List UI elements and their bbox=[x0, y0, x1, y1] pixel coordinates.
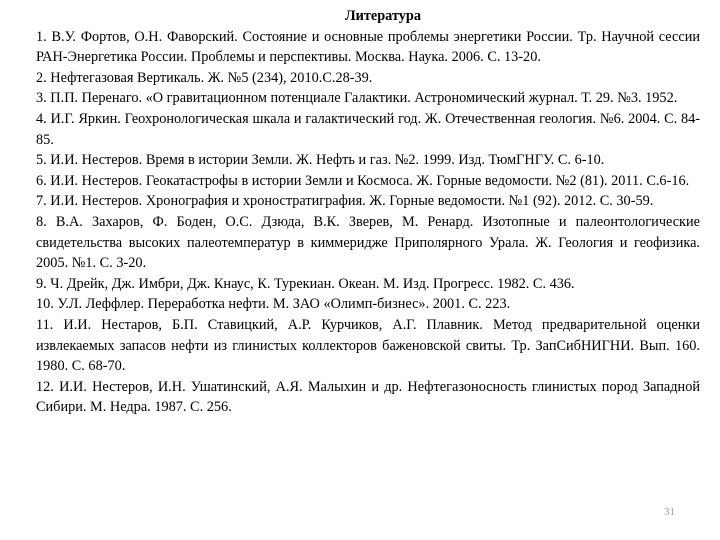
reference-item: 7. И.И. Нестеров. Хронография и хроностратиграфия. Ж. Горные ведомости. №1 (92). 2012. С. 30-59. bbox=[36, 193, 654, 210]
reference-item: 2. Нефтегазовая Вертикаль. Ж. №5 (234), 2010.С.28-39. bbox=[36, 69, 373, 86]
reference-item: 6. И.И. Нестеров. Геокатастрофы в истории Земли и Космоса. Ж. Горные ведомости. №2 (81). 2011. С.6-16. bbox=[36, 172, 690, 189]
references-heading: Литература bbox=[344, 8, 422, 24]
document-page bbox=[36, 6, 700, 418]
reference-item: 8. В.А. Захаров, Ф. Боден, О.С. Дзюда, В.К. Зверев, М. Ренард. Изотопные и палеонтологические свидетельства высоких палеотемператур в киммеридже Приполярного Урала. Ж. Геология и геофизика. 2005. №1. С. 3-20. bbox=[36, 213, 700, 272]
references-list bbox=[36, 27, 700, 418]
reference-item: 12. И.И. Нестеров, И.Н. Ушатинский, А.Я. Малыхин и др. Нефтегазоносность глинистых пород Западной Сибири. М. Недра. 1987. С. 256. bbox=[36, 378, 700, 416]
reference-item: 3. П.П. Перенаго. «О гравитационном потенциале Галактики. Астрономический журнал. Т. 29. №3. 1952. bbox=[36, 90, 678, 107]
reference-item: 11. И.И. Нестаров, Б.П. Ставицкий, А.Р. Курчиков, А.Г. Плавник. Метод предварительной оценки извлекаемых запасов нефти из глинистых коллекторов баженовской свиты. Тр. ЗапСибНИГНИ. Вып. 160. 1980. С. 68-70. bbox=[36, 316, 700, 375]
reference-item: 5. И.И. Нестеров. Время в истории Земли. Ж. Нефть и газ. №2. 1999. Изд. ТюмГНГУ. С. 6-10. bbox=[36, 152, 605, 169]
reference-item: 4. И.Г. Яркин. Геохронологическая шкала и галактический год. Ж. Отечественная геология. №6. 2004. С. 84-85. bbox=[36, 110, 700, 148]
reference-item: 10. У.Л. Леффлер. Переработка нефти. М. ЗАО «Олимп-бизнес». 2001. С. 223. bbox=[36, 296, 511, 313]
page-number: 31 bbox=[664, 506, 675, 518]
reference-item: 1. В.У. Фортов, О.Н. Фаворский. Состояние и основные проблемы энергетики России. Тр. Научной сессии РАН-Энергетика России. Проблемы и перспективы. Москва. Наука. 2006. С. 13-20. bbox=[36, 28, 700, 66]
reference-item: 9. Ч. Дрейк, Дж. Имбри, Дж. Кнаус, К. Турекиан. Океан. М. Изд. Прогресс. 1982. С. 436. bbox=[36, 275, 575, 292]
